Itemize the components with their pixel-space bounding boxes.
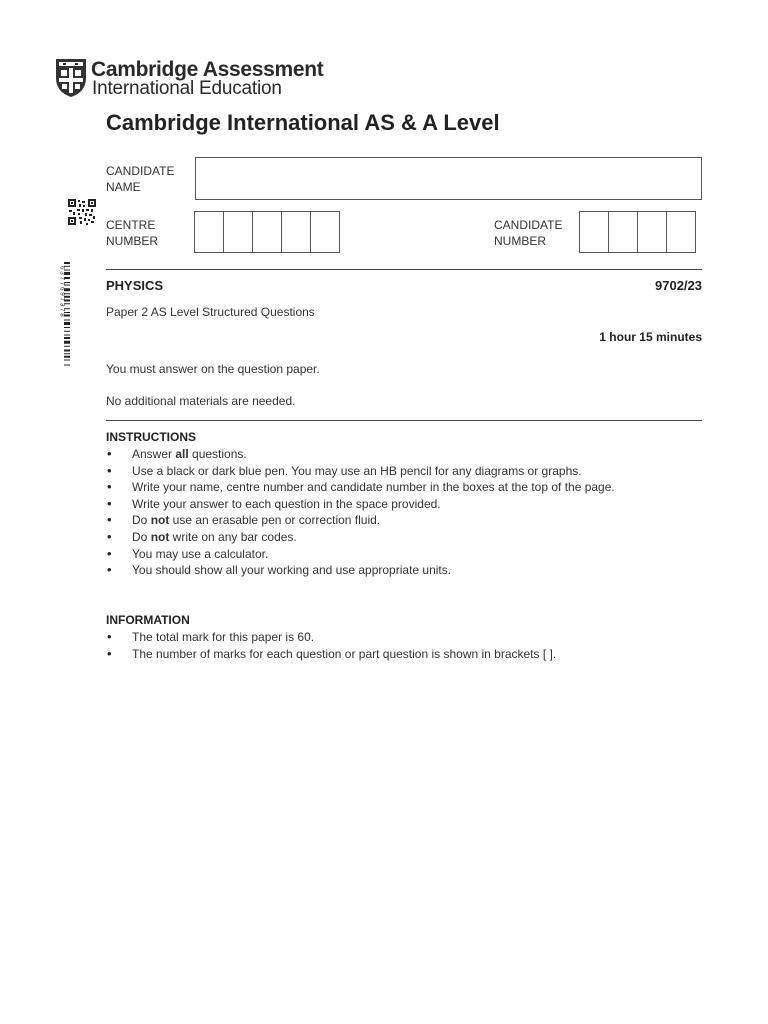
cambridge-shield-logo-icon: [55, 58, 87, 98]
instruction-item: • Write your answer to each question in the space provided.: [106, 496, 706, 513]
syllabus-code: 9702/23: [655, 278, 702, 293]
candidate-digit-box[interactable]: [608, 211, 638, 253]
candidate-name-field[interactable]: [195, 157, 702, 200]
centre-number-field[interactable]: [195, 211, 340, 253]
instructions-heading: INSTRUCTIONS: [106, 430, 196, 444]
centre-digit-box[interactable]: [281, 211, 311, 253]
information-heading: INFORMATION: [106, 613, 190, 627]
candidate-digit-box[interactable]: [579, 211, 609, 253]
divider: [106, 420, 702, 421]
divider: [106, 269, 702, 270]
centre-digit-box[interactable]: [194, 211, 224, 253]
instruction-item: • You may use a calculator.: [106, 546, 706, 563]
materials-note: No additional materials are needed.: [106, 394, 296, 408]
instruction-item: • Do not write on any bar codes.: [106, 529, 706, 546]
information-item: • The total mark for this paper is 60.: [106, 629, 706, 646]
instruction-item: • Use a black or dark blue pen. You may use an HB pencil for any diagrams or graphs.: [106, 463, 706, 480]
paper-title: Paper 2 AS Level Structured Questions: [106, 305, 315, 319]
logo-wordmark-line2: International Education: [92, 78, 282, 99]
centre-digit-box[interactable]: [252, 211, 282, 253]
candidate-number-field[interactable]: [580, 211, 696, 253]
information-item: • The number of marks for each question or part question is shown in brackets [ ].: [106, 646, 706, 663]
answer-note: You must answer on the question paper.: [106, 362, 320, 376]
qr-code-icon: [68, 199, 96, 225]
instruction-item: • Answer all questions.: [106, 446, 706, 463]
barcode-number: 6 3 7 7 6 9 7 3 7 8: [58, 266, 66, 317]
centre-digit-box[interactable]: [310, 211, 340, 253]
candidate-digit-box[interactable]: [666, 211, 696, 253]
centre-digit-box[interactable]: [223, 211, 253, 253]
exam-duration: 1 hour 15 minutes: [599, 330, 702, 344]
centre-number-label: CENTRE NUMBER: [106, 218, 159, 248]
subject-title: PHYSICS: [106, 278, 164, 293]
qualification-title: Cambridge International AS & A Level: [106, 110, 500, 135]
instruction-item: • Write your name, centre number and candidate number in the boxes at the top of the page.: [106, 479, 706, 496]
instruction-item: • Do not use an erasable pen or correction fluid.: [106, 512, 706, 529]
information-list: [106, 629, 706, 662]
logo-wordmark-line1: Cambridge Assessment: [91, 58, 324, 81]
barcode-icon: [58, 262, 70, 410]
instructions-list: [106, 446, 706, 579]
instruction-item: • You should show all your working and use appropriate units.: [106, 562, 706, 579]
candidate-name-label: CANDIDATE NAME: [106, 164, 175, 194]
candidate-digit-box[interactable]: [637, 211, 667, 253]
candidate-number-label: CANDIDATE NUMBER: [494, 218, 563, 248]
